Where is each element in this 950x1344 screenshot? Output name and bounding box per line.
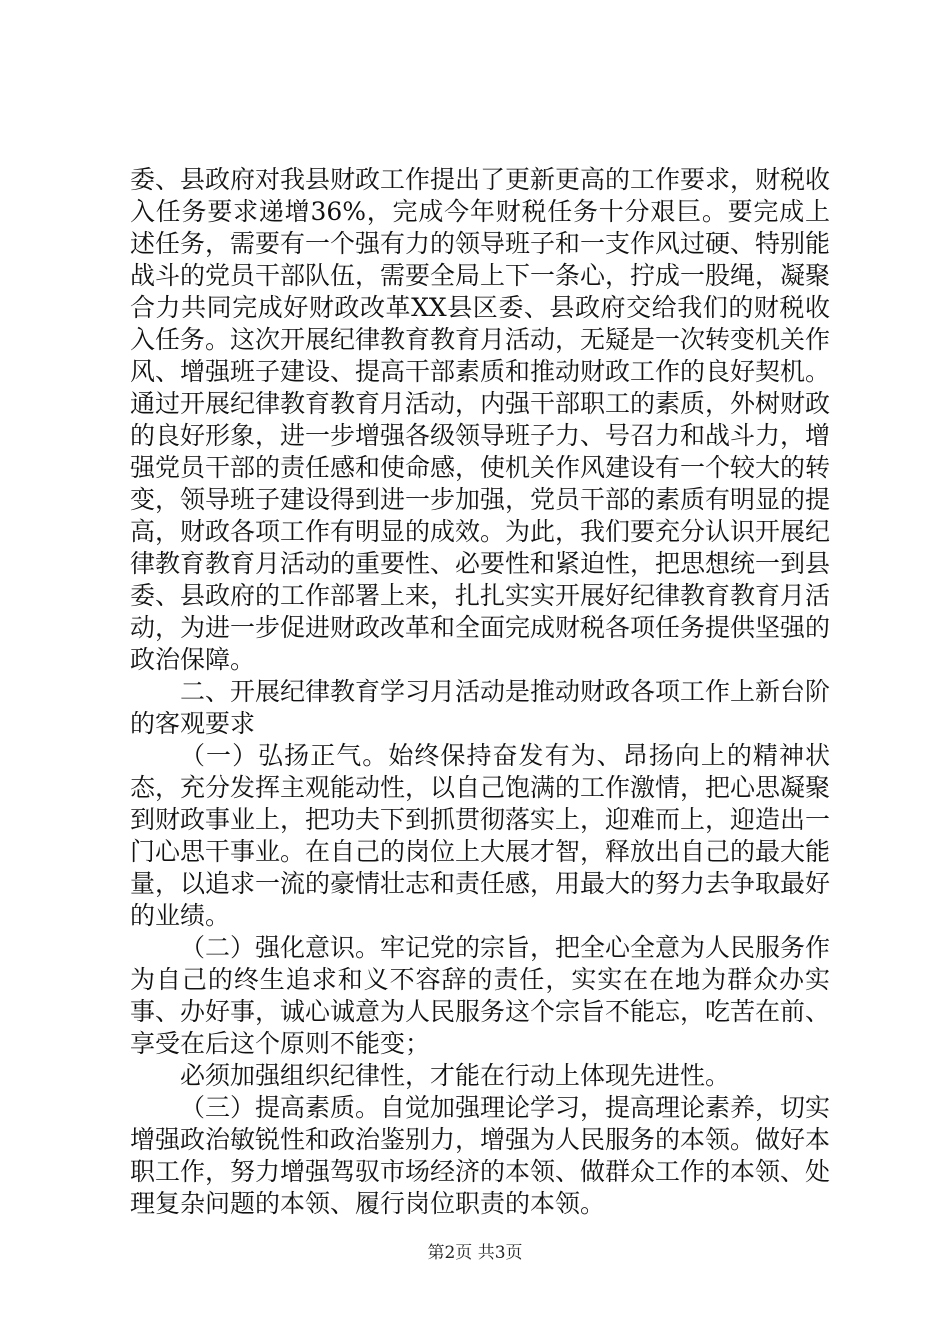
section-heading-2: 二、开展纪律教育学习月活动是推动财政各项工作上新台阶的客观要求 [130, 677, 831, 738]
page-footer: 第2页 共3页 [427, 1243, 523, 1263]
paragraph-item-3: （三）提高素质。自觉加强理论学习，提高理论素养，切实增强政治敏锐性和政治鉴别力，增强为人民服务的本领。做好本职工作，努力增强驾驭市场经济的本领、做群众工作的本领、处理复杂问题的本领、履行岗位职责的本领。 [130, 1093, 831, 1218]
paragraph-item-1: （一）弘扬正气。始终保持奋发有为、昂扬向上的精神状态，充分发挥主观能动性，以自己饱满的工作激情，把心思凝聚到财政事业上，把功夫下到抓贯彻落实上，迎难而上，迎造出一门心思干事业。在自己的岗位上大展才智，释放出自己的最大能量，以追求一流的豪情壮志和责任感，用最大的努力去争取最好的业绩。 [130, 741, 831, 930]
paragraph-continuation: 委、县政府对我县财政工作提出了更新更高的工作要求，财税收入任务要求递增36%，完成今年财税任务十分艰巨。要完成上述任务，需要有一个强有力的领导班子和一支作风过硬、特别能战斗的党员干部队伍，需要全局上下一条心，拧成一股绳，凝聚合力共同完成好财政改革XX县区委、县政府交给我们的财税收入任务。这次开展纪律教育教育月活动，无疑是一次转变机关作风、增强班子建设、提高干部素质和推动财政工作的良好契机。通过开展纪律教育教育月活动，内强干部职工的素质，外树财政的良好形象，进一步增强各级领导班子力、号召力和战斗力，增强党员干部的责任感和使命感，使机关作风建设有一个较大的转变，领导班子建设得到进一步加强，党员干部的素质有明显的提高，财政各项工作有明显的成效。为此，我们要充分认识开展纪律教育教育月活动的重要性、必要性和紧迫性，把思想统一到县委、县政府的工作部署上来，扎扎实实开展好纪律教育教育月活动，为进一步促进财政改革和全面完成财税各项任务提供坚强的政治保障。 [130, 165, 831, 674]
document-body [130, 164, 830, 1220]
paragraph-item-2: （二）强化意识。牢记党的宗旨，把全心全意为人民服务作为自己的终生追求和义不容辞的责任，实实在在地为群众办实事、办好事，诚心诚意为人民服务这个宗旨不能忘，吃苦在前、享受在后这个原则不能变； [130, 933, 831, 1058]
paragraph-discipline: 必须加强组织纪律性，才能在行动上体现先进性。 [180, 1061, 731, 1090]
